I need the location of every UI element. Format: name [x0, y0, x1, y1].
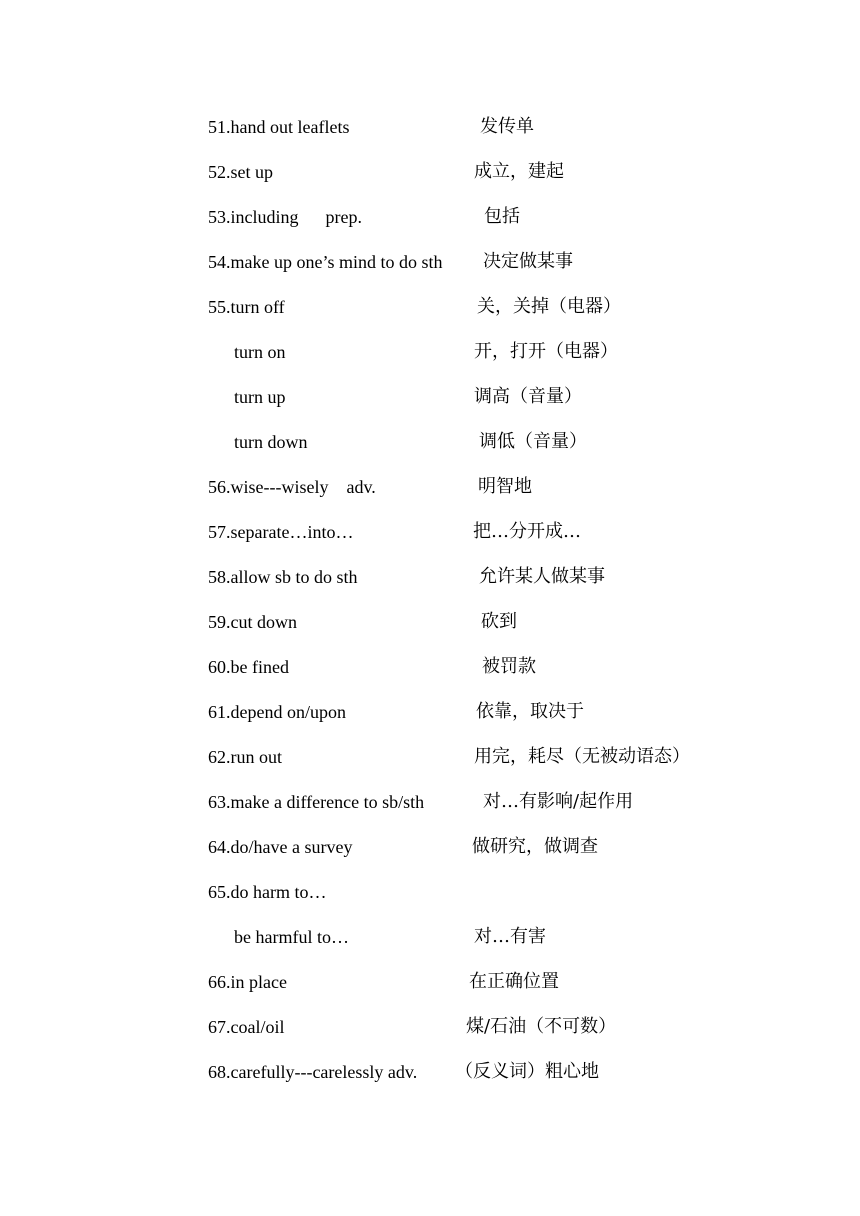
entry-english: turn on: [234, 342, 286, 362]
vocab-entry-66: [0, 967, 860, 997]
vocab-entry-58: [0, 562, 860, 592]
vocab-entry-53: [0, 202, 860, 232]
entry-chinese: 允许某人做某事: [479, 566, 605, 587]
entry-chinese: 明智地: [478, 476, 532, 497]
entry-english: 58.allow sb to do sth: [208, 567, 358, 587]
entry-english: 55.turn off: [208, 297, 285, 317]
entry-english: 62.run out: [208, 747, 282, 767]
entry-chinese: 调低（音量）: [479, 431, 587, 452]
vocab-entry-63: [0, 787, 860, 817]
entry-english: 52.set up: [208, 162, 273, 182]
vocab-entry-55-turn-down: [0, 427, 860, 457]
entry-english: turn down: [234, 432, 308, 452]
vocab-entry-57: [0, 517, 860, 547]
vocab-entry-55: [0, 292, 860, 322]
entry-english: 60.be fined: [208, 657, 289, 677]
entry-chinese: 开，打开（电器）: [474, 341, 618, 362]
entry-chinese: 调高（音量）: [474, 386, 582, 407]
vocab-entry-64: [0, 832, 860, 862]
entry-english: 53.including prep.: [208, 207, 362, 227]
vocab-entry-61: [0, 697, 860, 727]
entry-chinese: 被罚款: [482, 656, 536, 677]
vocab-entry-67: [0, 1012, 860, 1042]
vocab-entry-51: [0, 112, 860, 142]
entry-english: 59.cut down: [208, 612, 297, 632]
entry-chinese: （反义词）粗心地: [455, 1061, 599, 1082]
vocab-entry-60: [0, 652, 860, 682]
vocab-entry-55-turn-on: [0, 337, 860, 367]
entry-chinese: 做研究，做调查: [472, 836, 598, 857]
entry-english: 67.coal/oil: [208, 1017, 285, 1037]
vocab-entry-65: [0, 877, 860, 907]
entry-english: 61.depend on/upon: [208, 702, 346, 722]
entry-english: 54.make up one’s mind to do sth: [208, 252, 443, 272]
entry-english: 63.make a difference to sb/sth: [208, 792, 425, 812]
vocab-entry-65-harmful: [0, 922, 860, 952]
entry-english: 64.do/have a survey: [208, 837, 353, 857]
entry-chinese: 把…分开成…: [473, 521, 581, 542]
entry-english: 56.wise---wisely adv.: [208, 477, 376, 497]
entry-chinese: 决定做某事: [483, 251, 573, 272]
entry-chinese: 对…有影响/起作用: [483, 791, 634, 812]
entry-chinese: 成立，建起: [474, 161, 564, 182]
entry-chinese: 在正确位置: [469, 971, 559, 992]
entry-english: 65.do harm to…: [208, 882, 327, 902]
vocab-entry-56: [0, 472, 860, 502]
entry-english: be harmful to…: [234, 927, 349, 947]
entry-english: turn up: [234, 387, 286, 407]
vocab-entry-55-turn-up: [0, 382, 860, 412]
entry-english: 51.hand out leaflets: [208, 117, 350, 137]
vocab-entry-62: [0, 742, 860, 772]
entry-chinese: 包括: [484, 206, 520, 227]
entry-chinese: 煤/石油（不可数）: [466, 1016, 617, 1037]
entry-chinese: 依靠，取决于: [476, 701, 584, 722]
entry-chinese: 砍到: [481, 611, 517, 632]
entry-chinese: 发传单: [480, 116, 534, 137]
vocab-entry-52: [0, 157, 860, 187]
entry-chinese: 对…有害: [474, 926, 546, 947]
entry-english: 57.separate…into…: [208, 522, 354, 542]
vocab-entry-68: [0, 1057, 860, 1087]
vocab-entry-59: [0, 607, 860, 637]
entry-chinese: 关，关掉（电器）: [477, 296, 621, 317]
entry-chinese: 用完，耗尽（无被动语态）: [474, 746, 690, 767]
entry-english: 66.in place: [208, 972, 287, 992]
entry-english: 68.carefully---carelessly adv.: [208, 1062, 418, 1082]
vocab-entry-54: [0, 247, 860, 277]
